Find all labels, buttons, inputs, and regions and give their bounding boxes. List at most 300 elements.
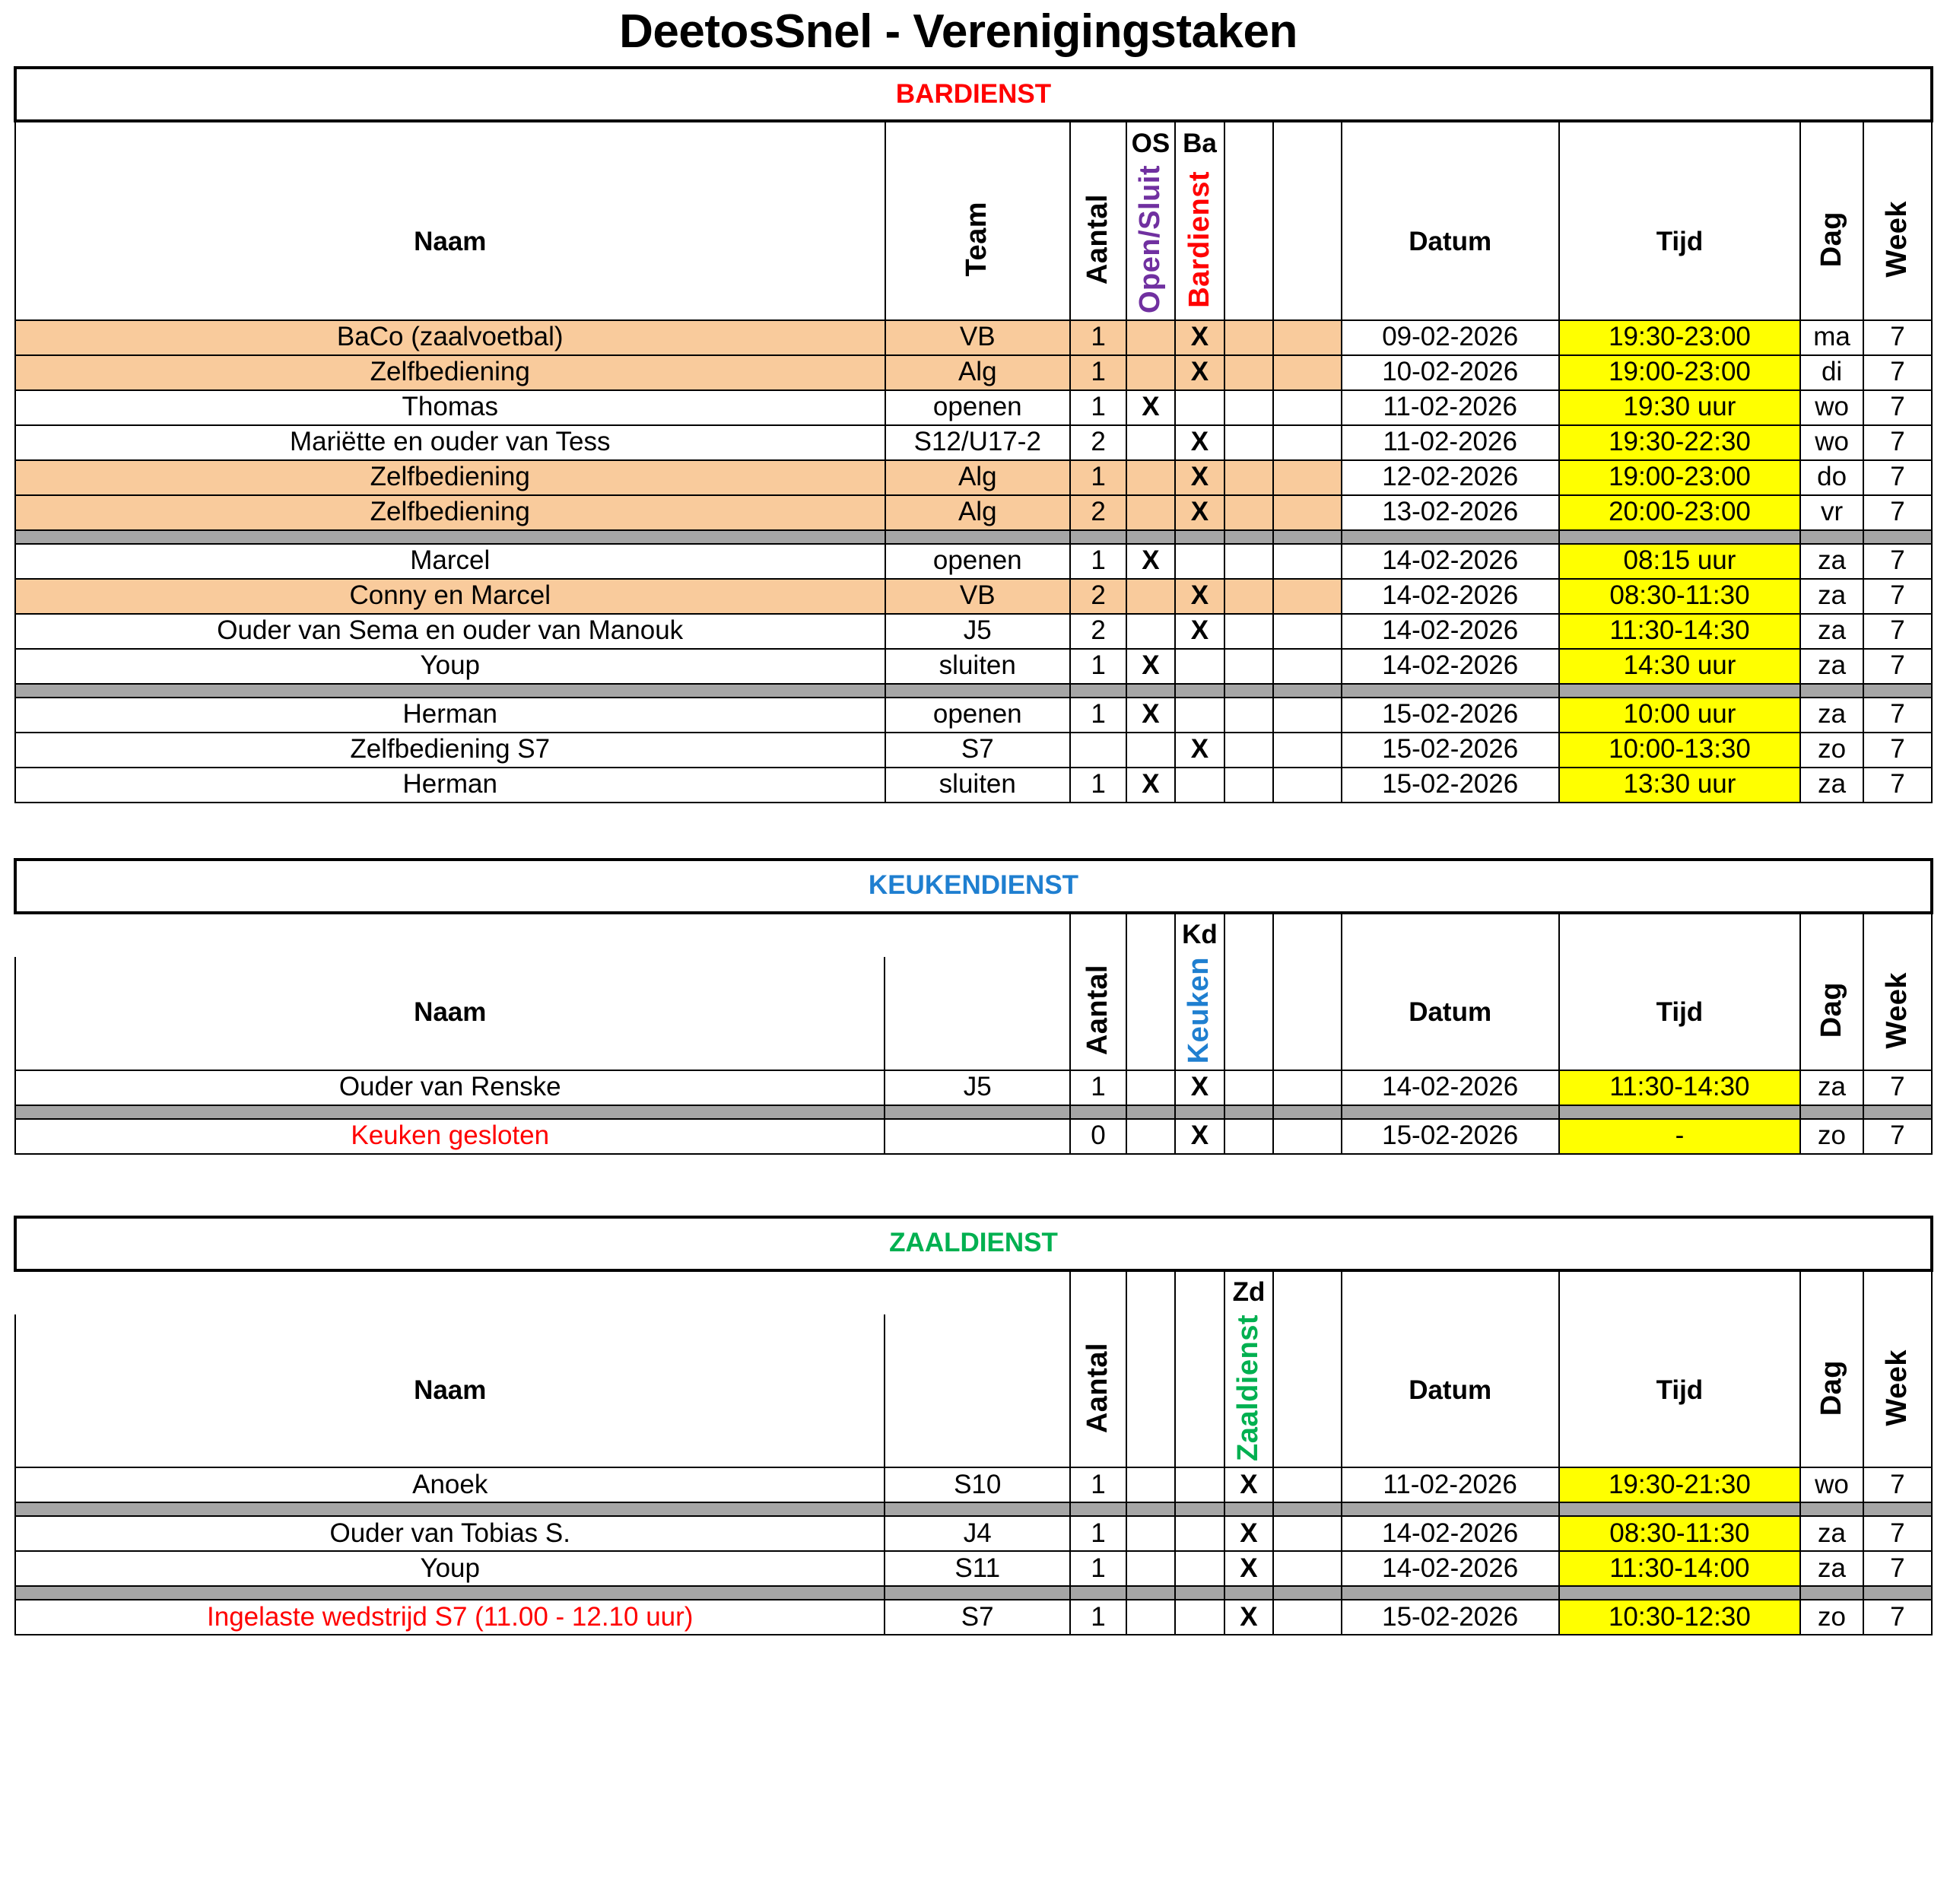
cell-open-sluit: X (1126, 390, 1175, 425)
table-row[interactable] (15, 1551, 1932, 1586)
abbr-zaaldienst: Zd (1224, 1270, 1273, 1314)
cell-bardienst (1175, 698, 1225, 733)
bardienst-title-row (15, 68, 1932, 121)
cell-aantal: 2 (1070, 495, 1126, 530)
cell-team: openen (885, 544, 1071, 579)
cell-dag: za (1800, 614, 1863, 649)
z-header-dag: Dag (1800, 1314, 1863, 1468)
cell-naam: Ouder van Renske (15, 1070, 885, 1105)
cell-tijd: 08:15 uur (1559, 544, 1801, 579)
table-row[interactable] (15, 390, 1932, 425)
table-row[interactable] (15, 768, 1932, 803)
separator-cell (1070, 1105, 1126, 1119)
k-abbr-blank-datum (1342, 913, 1559, 957)
cell-blank-2 (1273, 698, 1342, 733)
cell-aantal: 1 (1070, 1467, 1126, 1502)
cell-zaaldienst: X (1224, 1467, 1273, 1502)
cell-dag: zo (1800, 1119, 1863, 1154)
table-row[interactable] (15, 698, 1932, 733)
cell-aantal: 1 (1070, 320, 1126, 355)
keukendienst-title: KEUKENDIENST (15, 860, 1932, 913)
cell-dag: za (1800, 544, 1863, 579)
cell-blank-2 (1273, 390, 1342, 425)
table-row[interactable] (15, 614, 1932, 649)
cell-bardienst: X (1175, 495, 1225, 530)
separator-cell (1273, 1502, 1342, 1516)
abbr-blank-2 (1273, 121, 1342, 165)
cell-tijd: 19:00-23:00 (1559, 355, 1801, 390)
cell-tijd: 11:30-14:30 (1559, 614, 1801, 649)
cell-datum: 11-02-2026 (1342, 1467, 1559, 1502)
cell-aantal: 1 (1070, 698, 1126, 733)
cell-blank-2 (1273, 460, 1342, 495)
cell-aantal: 1 (1070, 649, 1126, 684)
cell-blank-3 (1273, 1516, 1342, 1551)
separator-cell (1800, 1586, 1863, 1600)
zaaldienst-header-row (15, 1314, 1932, 1468)
separator-cell (1800, 1502, 1863, 1516)
cell-datum: 15-02-2026 (1342, 1119, 1559, 1154)
cell-team: Alg (885, 355, 1071, 390)
cell-blank-1 (1126, 1551, 1175, 1586)
cell-team: J4 (885, 1516, 1070, 1551)
cell-blank-2 (1175, 1467, 1225, 1502)
cell-naam: Anoek (15, 1467, 885, 1502)
cell-bardienst: X (1175, 425, 1225, 460)
separator-cell (1863, 530, 1932, 544)
cell-aantal: 1 (1070, 1516, 1126, 1551)
k-abbr-blank-aantal (1070, 913, 1126, 957)
separator-cell (1273, 530, 1342, 544)
spacer-1 (14, 803, 1933, 858)
separator-cell (1175, 684, 1225, 698)
cell-datum: 14-02-2026 (1342, 544, 1559, 579)
k-header-team (885, 957, 1070, 1070)
cell-tijd: 11:30-14:00 (1559, 1551, 1801, 1586)
header-blank-1 (1224, 165, 1273, 320)
cell-tijd: 19:30-23:00 (1559, 320, 1801, 355)
cell-tijd: 08:30-11:30 (1559, 1516, 1801, 1551)
cell-dag: do (1800, 460, 1863, 495)
cell-aantal: 1 (1070, 1600, 1126, 1635)
table-row[interactable] (15, 425, 1932, 460)
separator-cell (15, 1105, 885, 1119)
abbr-blank-naam (15, 121, 885, 165)
cell-bardienst: X (1175, 355, 1225, 390)
separator-cell (1273, 684, 1342, 698)
header-naam: Naam (15, 165, 885, 320)
separator-cell (1800, 530, 1863, 544)
separator-cell (1863, 1105, 1932, 1119)
cell-team (885, 1119, 1070, 1154)
table-row[interactable] (15, 1070, 1932, 1105)
cell-blank-2 (1273, 649, 1342, 684)
cell-zaaldienst: X (1224, 1551, 1273, 1586)
z-header-zaaldienst: Zaaldienst (1224, 1314, 1273, 1468)
keukendienst-title-row (15, 860, 1932, 913)
cell-week: 7 (1863, 355, 1932, 390)
cell-blank-2 (1175, 1600, 1225, 1635)
cell-blank-1 (1224, 614, 1273, 649)
separator-cell (1224, 1105, 1273, 1119)
table-row[interactable] (15, 733, 1932, 768)
cell-naam: Zelfbediening (15, 355, 885, 390)
cell-week: 7 (1863, 698, 1932, 733)
cell-week: 7 (1863, 768, 1932, 803)
group-separator (15, 1105, 1932, 1119)
separator-cell (885, 1586, 1070, 1600)
separator-cell (1342, 530, 1559, 544)
cell-bardienst: X (1175, 579, 1225, 614)
cell-datum: 15-02-2026 (1342, 768, 1559, 803)
table-row[interactable] (15, 579, 1932, 614)
cell-team: J5 (885, 1070, 1070, 1105)
bardienst-table (14, 66, 1933, 803)
k-header-dag: Dag (1800, 957, 1863, 1070)
separator-cell (885, 684, 1071, 698)
table-row[interactable] (15, 649, 1932, 684)
cell-team: S11 (885, 1551, 1070, 1586)
cell-datum: 11-02-2026 (1342, 425, 1559, 460)
cell-naam: BaCo (zaalvoetbal) (15, 320, 885, 355)
cell-team: J5 (885, 614, 1071, 649)
cell-aantal: 1 (1070, 355, 1126, 390)
cell-week: 7 (1863, 390, 1932, 425)
separator-cell (15, 1586, 885, 1600)
cell-blank-1 (1224, 733, 1273, 768)
z-header-team (885, 1314, 1070, 1468)
k-header-blank-1 (1126, 957, 1175, 1070)
cell-tijd: 10:00-13:30 (1559, 733, 1801, 768)
zaaldienst-title-row (15, 1217, 1932, 1270)
cell-tijd: 08:30-11:30 (1559, 579, 1801, 614)
cell-blank-2 (1273, 733, 1342, 768)
abbr-blank-dag (1800, 121, 1863, 165)
cell-blank-1 (1224, 355, 1273, 390)
zaaldienst-table (14, 1216, 1933, 1636)
cell-tijd: 19:30 uur (1559, 390, 1801, 425)
separator-cell (1559, 1502, 1801, 1516)
cell-week: 7 (1863, 320, 1932, 355)
cell-team: VB (885, 579, 1071, 614)
cell-datum: 14-02-2026 (1342, 614, 1559, 649)
group-separator (15, 1586, 1932, 1600)
group-separator (15, 1502, 1932, 1516)
cell-keuken: X (1175, 1119, 1225, 1154)
cell-tijd: 13:30 uur (1559, 768, 1801, 803)
abbr-blank-week (1863, 121, 1932, 165)
cell-blank-2 (1224, 1119, 1273, 1154)
cell-datum: 15-02-2026 (1342, 698, 1559, 733)
separator-cell (1559, 1105, 1801, 1119)
cell-naam: Keuken gesloten (15, 1119, 885, 1154)
cell-week: 7 (1863, 544, 1932, 579)
z-header-aantal: Aantal (1070, 1314, 1126, 1468)
header-aantal: Aantal (1070, 165, 1126, 320)
separator-cell (1273, 1105, 1342, 1119)
cell-blank-3 (1273, 1119, 1342, 1154)
cell-blank-1 (1224, 495, 1273, 530)
cell-datum: 13-02-2026 (1342, 495, 1559, 530)
cell-keuken: X (1175, 1070, 1225, 1105)
cell-tijd: 19:00-23:00 (1559, 460, 1801, 495)
cell-naam: Zelfbediening (15, 495, 885, 530)
zaaldienst-title: ZAALDIENST (15, 1217, 1932, 1270)
table-row[interactable] (15, 460, 1932, 495)
cell-week: 7 (1863, 1119, 1932, 1154)
cell-bardienst (1175, 768, 1225, 803)
k-header-tijd: Tijd (1559, 957, 1801, 1070)
cell-week: 7 (1863, 495, 1932, 530)
cell-open-sluit (1126, 614, 1175, 649)
cell-aantal: 2 (1070, 579, 1126, 614)
header-dag: Dag (1800, 165, 1863, 320)
separator-cell (885, 1502, 1070, 1516)
abbr-blank-aantal (1070, 121, 1126, 165)
separator-cell (1342, 1502, 1559, 1516)
separator-cell (1070, 530, 1126, 544)
cell-dag: za (1800, 768, 1863, 803)
cell-open-sluit (1126, 733, 1175, 768)
k-header-week: Week (1863, 957, 1932, 1070)
k-abbr-blank-naam (15, 913, 885, 957)
k-abbr-blank-dag (1800, 913, 1863, 957)
cell-naam: Marcel (15, 544, 885, 579)
table-row[interactable] (15, 1600, 1932, 1635)
cell-blank-1 (1126, 1119, 1175, 1154)
k-abbr-blank-team (885, 913, 1070, 957)
abbr-blank-datum (1342, 121, 1559, 165)
cell-team: sluiten (885, 768, 1071, 803)
cell-tijd: 10:00 uur (1559, 698, 1801, 733)
cell-naam: Zelfbediening S7 (15, 733, 885, 768)
cell-dag: wo (1800, 390, 1863, 425)
group-separator (15, 684, 1932, 698)
cell-open-sluit (1126, 495, 1175, 530)
separator-cell (1175, 1502, 1225, 1516)
cell-bardienst: X (1175, 614, 1225, 649)
z-header-blank-2 (1175, 1314, 1225, 1468)
cell-dag: za (1800, 649, 1863, 684)
cell-blank-3 (1273, 1070, 1342, 1105)
separator-cell (1863, 1586, 1932, 1600)
cell-blank-2 (1273, 768, 1342, 803)
k-header-blank-2 (1224, 957, 1273, 1070)
table-row[interactable] (15, 1119, 1932, 1154)
separator-cell (1800, 1105, 1863, 1119)
abbr-keuken: Kd (1175, 913, 1225, 957)
abbr-bardienst: Ba (1175, 121, 1225, 165)
k-header-datum: Datum (1342, 957, 1559, 1070)
cell-dag: za (1800, 698, 1863, 733)
cell-datum: 15-02-2026 (1342, 733, 1559, 768)
cell-week: 7 (1863, 1516, 1932, 1551)
cell-zaaldienst: X (1224, 1516, 1273, 1551)
cell-dag: ma (1800, 320, 1863, 355)
cell-blank-2 (1273, 495, 1342, 530)
cell-dag: vr (1800, 495, 1863, 530)
cell-datum: 14-02-2026 (1342, 649, 1559, 684)
cell-dag: za (1800, 1070, 1863, 1105)
cell-dag: zo (1800, 733, 1863, 768)
cell-blank-2 (1273, 425, 1342, 460)
separator-cell (15, 530, 885, 544)
cell-tijd: 20:00-23:00 (1559, 495, 1801, 530)
spacer-2 (14, 1155, 1933, 1216)
abbr-open-sluit: OS (1126, 121, 1175, 165)
cell-bardienst (1175, 390, 1225, 425)
z-header-blank-3 (1273, 1314, 1342, 1468)
keukendienst-abbr-row (15, 913, 1932, 957)
cell-datum: 09-02-2026 (1342, 320, 1559, 355)
separator-cell (1126, 530, 1175, 544)
cell-datum: 14-02-2026 (1342, 579, 1559, 614)
cell-week: 7 (1863, 1070, 1932, 1105)
table-row[interactable] (15, 495, 1932, 530)
separator-cell (1070, 1586, 1126, 1600)
cell-bardienst: X (1175, 460, 1225, 495)
cell-week: 7 (1863, 1551, 1932, 1586)
cell-blank-1 (1224, 579, 1273, 614)
cell-dag: za (1800, 1551, 1863, 1586)
cell-team: sluiten (885, 649, 1071, 684)
header-bardienst: Bardienst (1175, 165, 1225, 320)
header-tijd: Tijd (1559, 165, 1801, 320)
cell-open-sluit (1126, 320, 1175, 355)
separator-cell (1863, 1502, 1932, 1516)
cell-aantal: 2 (1070, 614, 1126, 649)
cell-blank-2 (1175, 1551, 1225, 1586)
cell-datum: 11-02-2026 (1342, 390, 1559, 425)
cell-naam: Herman (15, 698, 885, 733)
cell-blank-3 (1273, 1551, 1342, 1586)
cell-tijd: - (1559, 1119, 1801, 1154)
cell-open-sluit (1126, 425, 1175, 460)
cell-naam: Youp (15, 649, 885, 684)
cell-blank-1 (1126, 1070, 1175, 1105)
cell-tijd: 19:30-21:30 (1559, 1467, 1801, 1502)
separator-cell (1559, 530, 1801, 544)
separator-cell (885, 530, 1071, 544)
cell-blank-1 (1224, 425, 1273, 460)
table-row[interactable] (15, 544, 1932, 579)
separator-cell (1559, 684, 1801, 698)
abbr-blank-team (885, 121, 1071, 165)
cell-team: S7 (885, 733, 1071, 768)
z-abbr-blank-3 (1273, 1270, 1342, 1314)
cell-blank-1 (1126, 1467, 1175, 1502)
cell-week: 7 (1863, 1467, 1932, 1502)
separator-cell (1070, 684, 1126, 698)
header-open-sluit: Open/Sluit (1126, 165, 1175, 320)
cell-dag: zo (1800, 1600, 1863, 1635)
cell-aantal: 1 (1070, 1070, 1126, 1105)
cell-aantal: 1 (1070, 390, 1126, 425)
cell-blank-1 (1224, 460, 1273, 495)
table-row[interactable] (15, 1516, 1932, 1551)
cell-week: 7 (1863, 614, 1932, 649)
z-abbr-blank-week (1863, 1270, 1932, 1314)
separator-cell (1273, 1586, 1342, 1600)
cell-team: Alg (885, 460, 1071, 495)
cell-datum: 14-02-2026 (1342, 1551, 1559, 1586)
cell-tijd: 10:30-12:30 (1559, 1600, 1801, 1635)
z-header-week: Week (1863, 1314, 1932, 1468)
separator-cell (1224, 684, 1273, 698)
separator-cell (15, 684, 885, 698)
z-abbr-blank-datum (1342, 1270, 1559, 1314)
abbr-blank-1 (1224, 121, 1273, 165)
separator-cell (1126, 1105, 1175, 1119)
keukendienst-header-row (15, 957, 1932, 1070)
group-separator (15, 530, 1932, 544)
header-blank-2 (1273, 165, 1342, 320)
cell-dag: za (1800, 1516, 1863, 1551)
separator-cell (1175, 530, 1225, 544)
z-abbr-blank-team (885, 1270, 1070, 1314)
cell-open-sluit (1126, 355, 1175, 390)
cell-blank-1 (1224, 320, 1273, 355)
cell-dag: za (1800, 579, 1863, 614)
separator-cell (1224, 530, 1273, 544)
cell-open-sluit: X (1126, 768, 1175, 803)
cell-open-sluit (1126, 579, 1175, 614)
z-header-tijd: Tijd (1559, 1314, 1801, 1468)
cell-open-sluit (1126, 460, 1175, 495)
z-abbr-blank-2 (1175, 1270, 1225, 1314)
cell-zaaldienst: X (1224, 1600, 1273, 1635)
cell-naam: Youp (15, 1551, 885, 1586)
k-abbr-blank-3 (1273, 913, 1342, 957)
cell-blank-3 (1273, 1467, 1342, 1502)
cell-aantal: 1 (1070, 1551, 1126, 1586)
table-row[interactable] (15, 355, 1932, 390)
cell-blank-1 (1224, 768, 1273, 803)
table-row[interactable] (15, 1467, 1932, 1502)
z-abbr-blank-aantal (1070, 1270, 1126, 1314)
keukendienst-table (14, 858, 1933, 1155)
header-datum: Datum (1342, 165, 1559, 320)
header-team: Team (885, 165, 1071, 320)
abbr-blank-tijd (1559, 121, 1801, 165)
separator-cell (1224, 1502, 1273, 1516)
cell-blank-2 (1175, 1516, 1225, 1551)
cell-team: S10 (885, 1467, 1070, 1502)
cell-naam: Ouder van Sema en ouder van Manouk (15, 614, 885, 649)
cell-naam: Zelfbediening (15, 460, 885, 495)
z-header-blank-1 (1126, 1314, 1175, 1468)
header-week: Week (1863, 165, 1932, 320)
separator-cell (1342, 684, 1559, 698)
separator-cell (1126, 1502, 1175, 1516)
separator-cell (1126, 1586, 1175, 1600)
bardienst-header-row (15, 165, 1932, 320)
cell-aantal: 0 (1070, 1119, 1126, 1154)
cell-bardienst (1175, 649, 1225, 684)
cell-blank-2 (1273, 355, 1342, 390)
k-header-blank-3 (1273, 957, 1342, 1070)
k-header-keuken: Keuken (1175, 957, 1225, 1070)
cell-blank-1 (1224, 698, 1273, 733)
cell-open-sluit: X (1126, 649, 1175, 684)
separator-cell (1126, 684, 1175, 698)
cell-bardienst: X (1175, 320, 1225, 355)
table-row[interactable] (15, 320, 1932, 355)
cell-blank-2 (1224, 1070, 1273, 1105)
cell-tijd: 14:30 uur (1559, 649, 1801, 684)
k-abbr-blank-week (1863, 913, 1932, 957)
cell-blank-1 (1126, 1600, 1175, 1635)
